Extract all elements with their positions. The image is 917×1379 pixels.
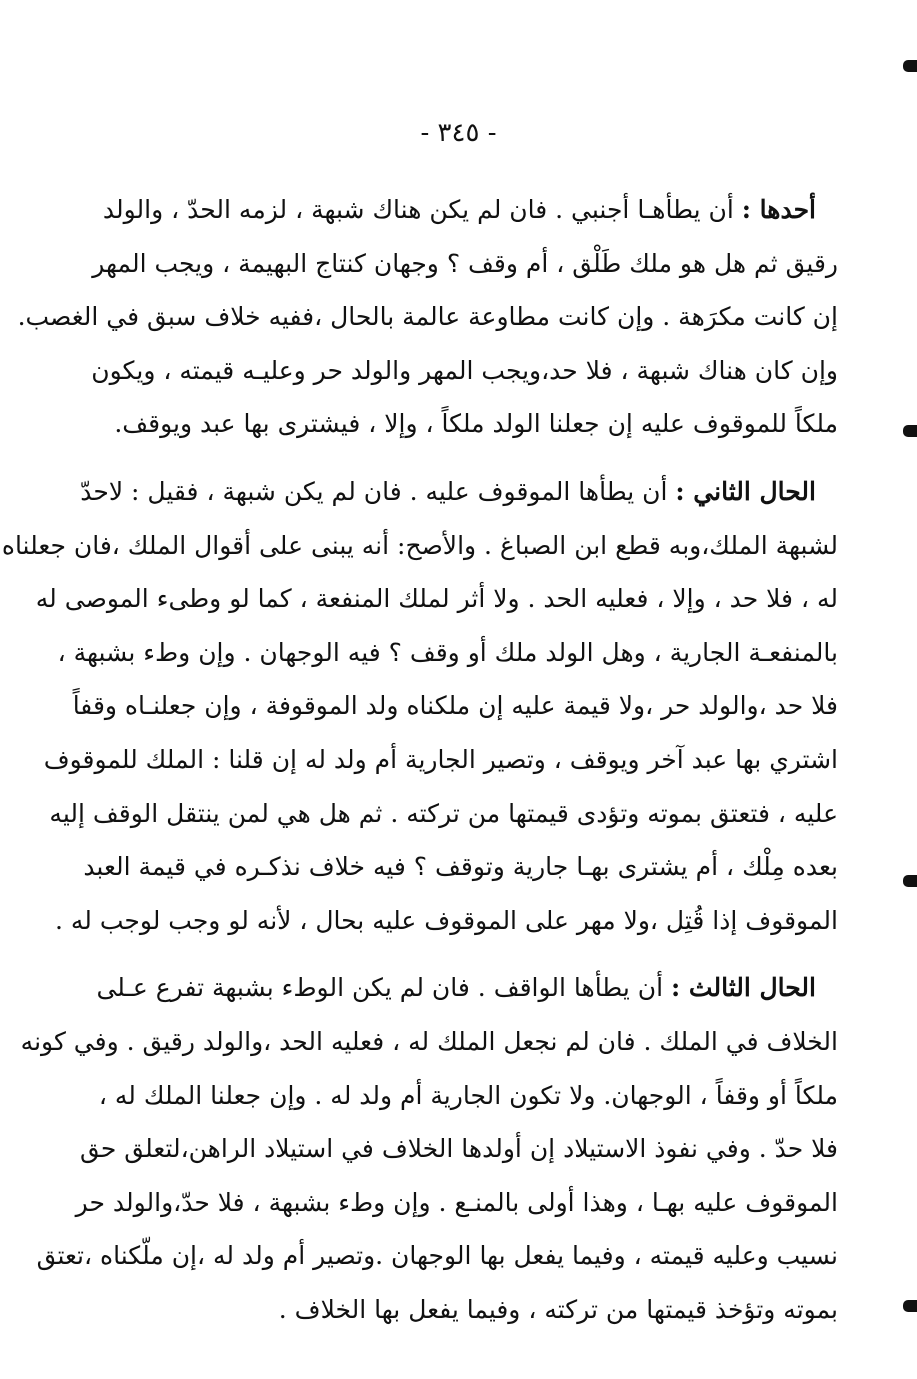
paragraph-heading: الحال الثالث :: [670, 973, 816, 1003]
text-line: [80, 465, 838, 519]
line-text: أن يطأهـا أجنبي . فان لم يكن هناك شبهة ، لزمه الحدّ ، والولد: [102, 195, 742, 224]
text-line: [102, 183, 838, 237]
text-line: ملكاً للموقوف عليه إن جعلنا الولد ملكاً ، وإلا ، فيشترى بها عبد ويوقف.: [114, 409, 838, 439]
paragraph-heading: أحدها :: [741, 195, 816, 224]
text-line: إن كانت مكرَهة . وإن كانت مطاوعة عالمة بالحال ،ففيه خلاف سبق في الغصب.: [17, 302, 838, 332]
paragraph: [20, 961, 838, 1336]
text-line: بعده مِلْك ، أم يشترى بهـا جارية وتوقف ؟ فيه خلاف نذكـره في قيمة العبد: [83, 852, 838, 882]
paragraph: [1, 465, 838, 947]
page-number: - ٣٤٥ -: [420, 118, 497, 148]
text-line: اشتري بها عبد آخر ويوقف ، وتصير الجارية أم ولد له إن قلنا : الملك للموقوف: [43, 744, 838, 774]
text-line: نسيب وعليه قيمته ، وفيما يفعل بها الوجهان .وتصير أم ولد له ،إن ملّكناه ،تعتق: [36, 1241, 838, 1271]
text-line: فلا حدّ . وفي نفوذ الاستيلاد إن أولدها الخلاف في استيلاد الراهن،لتعلق حق: [79, 1134, 838, 1164]
page-body: [1, 183, 838, 1336]
text-line: له ، فلا حد ، وإلا ، فعليه الحد . ولا أثر لملك المنفعة ، كما لو وطىء الموصى له: [35, 584, 838, 614]
line-text: أن يطأها الواقف . فان لم يكن الوطء بشبهة تفرع عـلى: [96, 973, 671, 1003]
scan-edge-mark: [903, 875, 917, 887]
text-line: رقيق ثم هل هو ملك طَلْق ، أم وقف ؟ وجهان كنتاج البهيمة ، ويجب المهر: [92, 248, 838, 278]
text-line: لشبهة الملك،وبه قطع ابن الصباغ . والأصح: أنه يبنى على أقوال الملك ،فان جعلناه: [1, 530, 838, 560]
scan-edge-mark: [903, 1300, 917, 1312]
text-line: عليه ، فتعتق بموته وتؤدى قيمتها من تركته . ثم هل هي لمن ينتقل الوقف إليه: [49, 798, 838, 828]
scan-edge-mark: [903, 60, 917, 72]
text-line: الموقوف إذا قُتِل ،ولا مهر على الموقوف عليه بحال ، لأنه لو وجب لوجب له .: [54, 905, 838, 935]
paragraph: [17, 183, 838, 451]
text-line: الخلاف في الملك . فان لم نجعل الملك له ، فعليه الحد ،والولد رقيق . وفي كونه: [20, 1026, 838, 1056]
text-line: بموته وتؤخذ قيمتها من تركته ، وفيما يفعل بها الخلاف .: [278, 1294, 838, 1324]
text-line: الموقوف عليه بهـا ، وهذا أولى بالمنـع . وإن وطء بشبهة ، فلا حدّ،والولد حر: [75, 1187, 838, 1217]
line-text: أن يطأها الموقوف عليه . فان لم يكن شبهة ، فقيل : لاحدّ: [80, 476, 676, 506]
text-line: [96, 961, 838, 1015]
text-line: وإن كان هناك شبهة ، فلا حد،ويجب المهر والولد حر وعليـه قيمته ، ويكون: [91, 355, 838, 385]
text-line: ملكاً أو وقفاً ، الوجهان. ولا تكون الجارية أم ولد له . وإن جعلنا الملك له ،: [98, 1080, 838, 1110]
text-line: فلا حد ،والولد حر ،ولا قيمة عليه إن ملكناه ولد الموقوفة ، وإن جعلنـاه وقفاً: [72, 691, 838, 721]
scan-edge-mark: [903, 425, 917, 437]
paragraph-heading: الحال الثاني :: [675, 476, 816, 506]
text-line: بالمنفعـة الجارية ، وهل الولد ملك أو وقف ؟ فيه الوجهان . وإن وطء بشبهة ،: [57, 637, 838, 667]
